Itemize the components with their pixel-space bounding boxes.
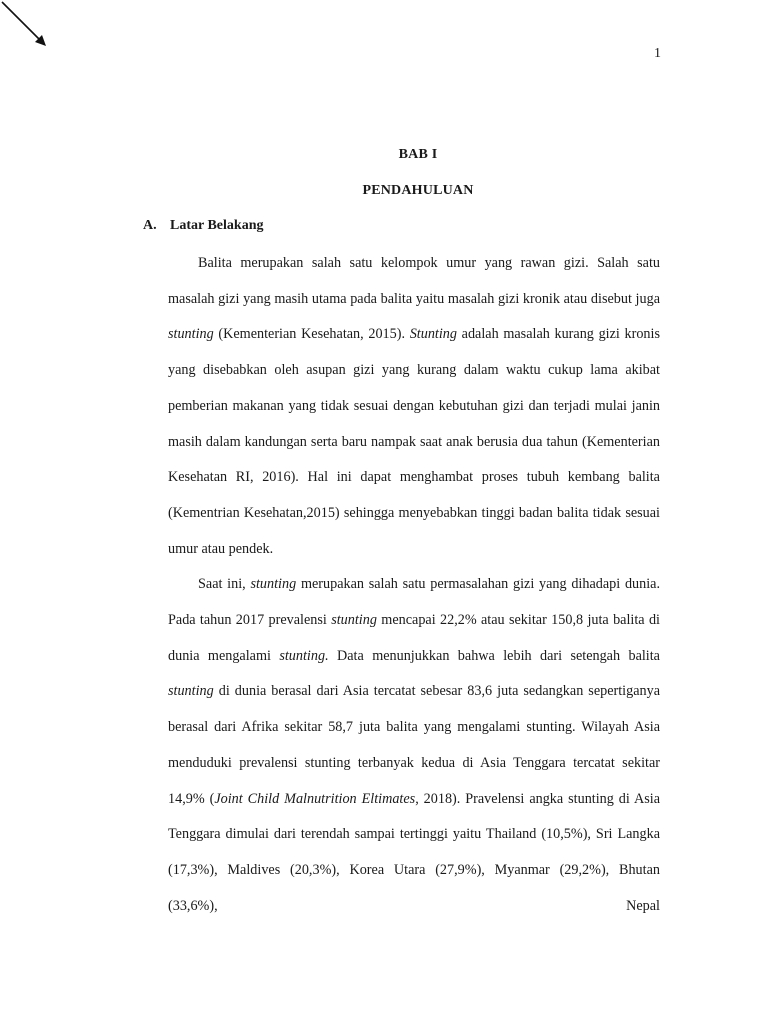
document-body bbox=[168, 246, 660, 924]
paragraph-text: mencapai 22,2% atau sekitar 150,8 juta balita di dunia mengalami bbox=[168, 612, 660, 664]
paragraph-text: merupakan salah satu permasalahan gizi yang dihadapi dunia. Pada tahun 2017 prevalensi bbox=[168, 576, 661, 629]
paragraph-text: Saat ini, bbox=[198, 576, 251, 593]
paragraph-text: di dunia berasal dari Asia tercatat sebesar 83,6 juta sedangkan sepertiganya berasal dari Afrika sekitar 58,7 juta balita yang mengalami stunting. Wilayah Asia menduduki prevalensi stunting terbanyak kedua di Asia Tenggara tercatat sekitar 14,9% ( bbox=[168, 683, 660, 807]
paragraph-2 bbox=[168, 567, 660, 924]
paragraph-text: Data menunjukkan bahwa lebih dari setengah balita bbox=[328, 647, 660, 664]
italic-term: stunting bbox=[250, 576, 297, 593]
italic-term: stunting bbox=[168, 683, 214, 700]
paragraph-1 bbox=[168, 246, 660, 567]
chapter-heading: BAB I bbox=[398, 147, 438, 162]
italic-term: stunting. bbox=[279, 647, 329, 664]
section-marker: A. bbox=[143, 218, 157, 233]
section-heading bbox=[143, 218, 263, 234]
paragraph-text: Balita merupakan salah satu kelompok umur yang rawan gizi. Salah satu masalah gizi yang masih utama pada balita yaitu masalah gizi kronik atau disebut juga bbox=[168, 255, 660, 307]
paragraph-text: adalah masalah kurang gizi kronis yang disebabkan oleh asupan gizi yang kurang dalam waktu cukup lama akibat pemberian makanan yang tidak sesuai dengan kebutuhan gizi dan terjadi mulai janin masih dalam kandungan serta baru nampak saat anak berusia dua tahun (Kementerian Kesehatan RI, 2016). Hal ini dapat menghambat proses tubuh kembang balita (Kementrian Kesehatan,2015) sehingga menyebabkan tinggi badan balita tidak sesuai umur atau pendek. bbox=[168, 326, 660, 557]
section-title: Latar Belakang bbox=[170, 218, 264, 233]
italic-citation: Joint Child Malnutrition Eltimates bbox=[214, 790, 416, 807]
paragraph-text: (Kementerian Kesehatan, 2015). bbox=[213, 326, 410, 343]
arrow-cursor-icon bbox=[0, 0, 60, 60]
italic-term: Stunting bbox=[409, 326, 457, 343]
italic-term: stunting bbox=[331, 612, 377, 629]
paragraph-text: , 2018). Pravelensi angka stunting di Asia Tenggara dimulai dari terendah sampai tertinggi yaitu Thailand (10,5%), Sri Langka (17,3%), Maldives (20,3%), Korea Utara (27,9%), Myanmar (29,2%), Bhutan (33,6%), Nepal bbox=[168, 790, 661, 914]
italic-term: stunting bbox=[168, 326, 214, 343]
page-number: 1 bbox=[654, 46, 661, 61]
chapter-title: PENDAHULUAN bbox=[362, 183, 474, 198]
